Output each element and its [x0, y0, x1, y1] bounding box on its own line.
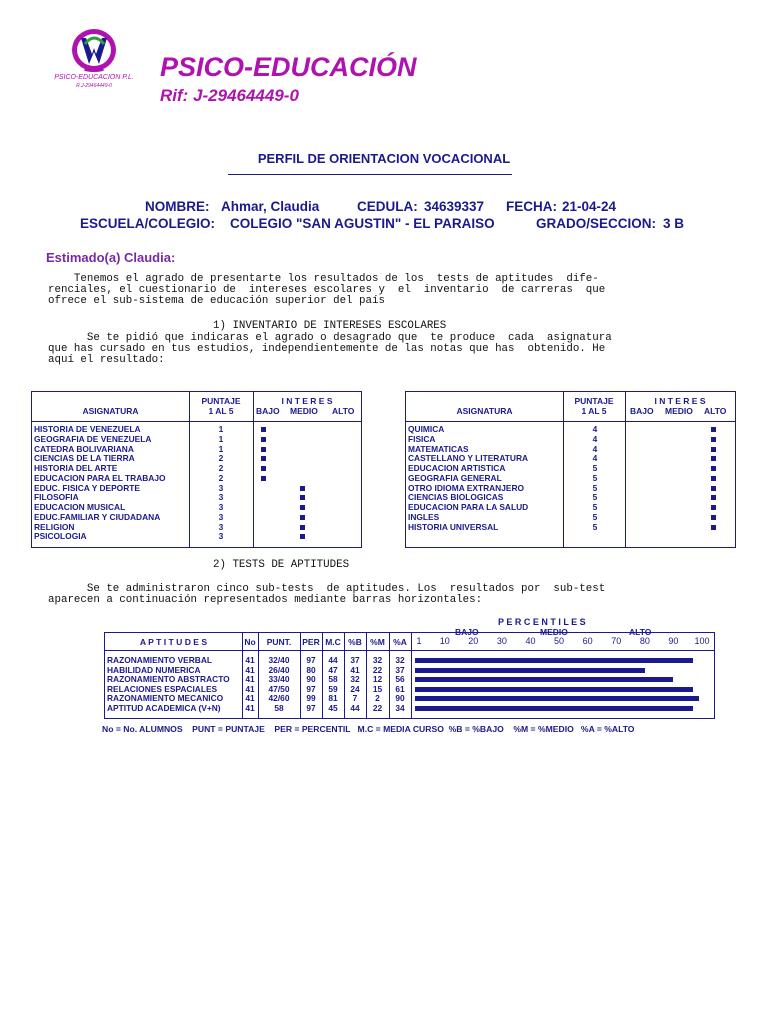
subject-score: 2 — [218, 463, 224, 473]
subject-name: EDUCACION ARTISTICA — [408, 463, 506, 473]
subject-score: 4 — [592, 443, 598, 454]
aptitude-punt: 26/40 — [268, 664, 290, 675]
aptitude-name: RAZONAMIENTO VERBAL — [107, 655, 212, 665]
subject-score: 2 — [218, 472, 224, 483]
aptitude-no: 41 — [245, 655, 255, 665]
interest-marker-alto — [711, 456, 716, 461]
section2-title: 2) TESTS DE APTITUDES — [213, 559, 350, 571]
aptitude-pa: 61 — [395, 683, 405, 694]
percentile-bar — [415, 668, 645, 673]
subject-score: 3 — [218, 531, 224, 542]
aptitude-pm: 32 — [372, 655, 383, 665]
col-punt: PUNT. — [266, 637, 292, 647]
col-alto: ALTO — [704, 406, 727, 416]
col-bajo: BAJO — [256, 406, 280, 416]
grado-label: GRADO/SECCION: — [536, 216, 657, 231]
percentile-bar — [415, 687, 693, 692]
interest-marker-bajo — [261, 437, 266, 442]
aptitude-no: 41 — [245, 683, 255, 694]
col-puntaje: PUNTAJE — [201, 396, 241, 406]
subject-name: EDUCACION PARA LA SALUD — [408, 502, 529, 512]
fecha-value: 21-04-24 — [562, 199, 617, 214]
col-per: PER — [302, 637, 320, 647]
subject-name: EDUC. FISICA Y DEPORTE — [34, 482, 140, 493]
percentile-scale-label: 10 — [439, 636, 450, 646]
subject-name: MATEMATICAS — [408, 443, 469, 454]
subject-name: HISTORIA DE VENEZUELA — [34, 424, 141, 434]
aptitude-name: RAZONAMIENTO ABSTRACTO — [107, 674, 230, 685]
interest-marker-medio — [300, 495, 305, 500]
document-title: PERFIL DE ORIENTACION VOCACIONAL — [257, 151, 511, 166]
subject-name: QUIMICA — [408, 424, 445, 434]
subject-score: 4 — [592, 424, 598, 434]
aptitude-mc: 47 — [328, 664, 338, 675]
percentile-scale-label: 80 — [639, 636, 650, 646]
aptitude-name: RAZONAMIENTO MECANICO — [107, 693, 224, 704]
col-puntaje: PUNTAJE — [574, 396, 614, 406]
col-asignatura: ASIGNATURA — [456, 406, 513, 416]
subject-name: CIENCIAS DE LA TIERRA — [34, 453, 135, 464]
subject-name: CASTELLANO Y LITERATURA — [408, 453, 529, 464]
interest-marker-alto — [711, 476, 716, 481]
interest-marker-bajo — [261, 427, 266, 432]
interest-marker-alto — [711, 495, 716, 500]
percentile-scale-label: 100 — [694, 636, 710, 646]
subject-name: HISTORIA DEL ARTE — [34, 463, 118, 473]
aptitude-no: 41 — [245, 693, 255, 704]
section1-paragraph: Se te pidió que indicaras el agrado o desagrado que te produce cada asignatura que has cursado en tus estudios, independientemente de las notas que has obtenido. He aquí el resultado: — [48, 332, 612, 366]
subject-score: 3 — [218, 482, 224, 493]
nombre-label: NOMBRE: — [145, 199, 210, 214]
subject-score: 1 — [218, 424, 224, 434]
col-rango: 1 AL 5 — [208, 406, 234, 416]
col-mc: M.C — [325, 637, 341, 647]
aptitude-name: HABILIDAD NUMERICA — [107, 664, 201, 675]
subject-name: HISTORIA UNIVERSAL — [408, 521, 499, 532]
subject-name: EDUCACION PARA EL TRABAJO — [34, 472, 166, 483]
interest-marker-alto — [711, 525, 716, 530]
interest-marker-medio — [300, 515, 305, 520]
logo-subcaption: R.J-29464449-0 — [76, 83, 112, 89]
interest-marker-alto — [711, 515, 716, 520]
interest-marker-alto — [711, 437, 716, 442]
percentile-scale-label: 40 — [525, 636, 536, 646]
percentile-bar — [415, 677, 673, 682]
subject-score: 5 — [592, 502, 598, 512]
subject-name: CATEDRA BOLIVARIANA — [34, 443, 134, 454]
aptitude-pb: 7 — [352, 693, 358, 704]
subject-score: 2 — [218, 453, 224, 464]
percentile-scale-label: 70 — [611, 636, 622, 646]
escuela-label: ESCUELA/COLEGIO: — [80, 216, 216, 231]
brand-rif: Rif: J-29464449-0 — [160, 86, 299, 105]
subject-score: 5 — [592, 463, 598, 473]
subject-name: EDUCACION MUSICAL — [34, 502, 126, 512]
percentiles-heading: P E R C E N T I L E S — [498, 617, 586, 627]
abbreviation-legend: No = No. ALUMNOS PUNT = PUNTAJE PER = PERCENTIL M.C = MEDIA CURSO %B = %BAJO %M = %MEDIO %A = %ALTO — [102, 724, 635, 734]
percentile-scale-label: 50 — [554, 636, 565, 646]
aptitude-pa: 32 — [395, 655, 405, 665]
subject-score: 4 — [592, 453, 598, 464]
aptitude-mc: 58 — [328, 674, 338, 685]
interest-table-left — [31, 391, 362, 548]
subject-score: 3 — [218, 492, 224, 503]
escuela-value: COLEGIO "SAN AGUSTIN" - EL PARAISO — [230, 216, 495, 231]
subject-score: 5 — [592, 482, 598, 493]
percentile-scale-label: 1 — [416, 636, 422, 646]
aptitude-no: 41 — [245, 703, 255, 713]
interest-marker-alto — [711, 486, 716, 491]
subject-name: PSICOLOGIA — [34, 531, 87, 542]
interest-marker-bajo — [261, 466, 266, 471]
aptitude-punt: 47/50 — [268, 683, 290, 694]
percentile-bar — [415, 706, 693, 711]
subject-score: 5 — [592, 511, 598, 522]
percentile-alto: ALTO — [629, 627, 652, 637]
aptitude-pb: 44 — [350, 703, 360, 713]
grado-value: 3 B — [663, 216, 685, 231]
percentile-bar — [415, 658, 693, 663]
subject-name: GEOGRAFIA GENERAL — [408, 472, 502, 483]
subject-name: FISICA — [408, 433, 436, 444]
section1-title: 1) INVENTARIO DE INTERESES ESCOLARES — [213, 320, 447, 332]
aptitude-pa: 37 — [395, 664, 405, 675]
greeting: Estimado(a) Claudia: — [46, 250, 176, 265]
interest-marker-medio — [300, 534, 305, 539]
section2-paragraph: Se te administraron cinco sub-tests de aptitudes. Los resultados por sub-test aparecen a continuación representados mediante barras horizontales: — [48, 583, 606, 606]
aptitude-pm: 2 — [375, 693, 380, 704]
logo-caption: PSICO-EDUCACION P.L. — [54, 74, 134, 81]
title-underline — [228, 174, 512, 175]
interest-marker-bajo — [261, 456, 266, 461]
subject-score: 1 — [218, 443, 224, 454]
aptitude-name: RELACIONES ESPACIALES — [107, 683, 218, 694]
percentile-bajo: BAJO — [455, 627, 479, 637]
aptitude-name: APTITUD ACADEMICA (V+N) — [107, 703, 221, 713]
col-no: No — [244, 637, 256, 647]
aptitude-pa: 34 — [395, 703, 405, 713]
aptitude-pm: 22 — [372, 703, 383, 713]
subject-score: 3 — [218, 511, 224, 522]
subject-name: OTRO IDIOMA EXTRANJERO — [408, 482, 525, 493]
interest-marker-alto — [711, 427, 716, 432]
aptitude-punt: 58 — [274, 703, 284, 713]
aptitude-per: 80 — [306, 664, 316, 675]
interest-marker-medio — [300, 505, 305, 510]
subject-name: EDUC.FAMILIAR Y CIUDADANA — [34, 511, 161, 522]
aptitude-pa: 90 — [395, 693, 405, 704]
percentile-scale-label: 30 — [496, 636, 507, 646]
brand-title: PSICO-EDUCACIÓN — [160, 52, 417, 82]
aptitude-pm: 12 — [372, 674, 383, 685]
aptitude-mc: 59 — [328, 683, 338, 694]
interest-marker-medio — [300, 486, 305, 491]
aptitude-no: 41 — [245, 664, 255, 675]
aptitude-pb: 32 — [350, 674, 360, 685]
aptitude-pb: 24 — [350, 683, 360, 694]
subject-score: 5 — [592, 521, 598, 532]
percentile-medio: MEDIO — [540, 627, 568, 637]
subject-name: FILOSOFIA — [34, 492, 79, 503]
aptitude-mc: 81 — [328, 693, 338, 704]
aptitude-per: 99 — [306, 693, 316, 704]
aptitude-per: 97 — [306, 655, 316, 665]
company-logo — [48, 24, 140, 92]
subject-score: 4 — [592, 433, 598, 444]
aptitude-per: 97 — [306, 703, 316, 713]
aptitude-pb: 41 — [350, 664, 360, 675]
aptitude-per: 97 — [306, 683, 316, 694]
subject-name: RELIGION — [34, 521, 75, 532]
percentile-scale-label: 60 — [582, 636, 593, 646]
aptitude-pb: 37 — [350, 655, 360, 665]
interest-marker-alto — [711, 466, 716, 471]
interest-marker-alto — [711, 447, 716, 452]
col-interes: I N T E R E S — [281, 396, 333, 406]
aptitude-pm: 22 — [372, 664, 383, 675]
interest-marker-alto — [711, 505, 716, 510]
subject-name: INGLES — [408, 511, 440, 522]
subject-name: CIENCIAS BIOLOGICAS — [408, 492, 504, 503]
subject-name: GEOGRAFIA DE VENEZUELA — [34, 433, 152, 444]
col-asignatura: ASIGNATURA — [82, 406, 139, 416]
cedula-label: CEDULA: — [357, 199, 418, 214]
aptitude-punt: 32/40 — [268, 655, 290, 665]
subject-score: 3 — [218, 502, 224, 512]
percentile-bar — [415, 696, 699, 701]
aptitude-per: 90 — [306, 674, 316, 685]
col-medio: MEDIO — [290, 406, 318, 416]
aptitude-pa: 56 — [395, 674, 405, 685]
percentile-scale-label: 20 — [468, 636, 479, 646]
fecha-label: FECHA: — [506, 199, 557, 214]
aptitude-mc: 44 — [328, 655, 338, 665]
col-bajo: BAJO — [630, 406, 654, 416]
col-medio: MEDIO — [665, 406, 693, 416]
interest-marker-medio — [300, 525, 305, 530]
col-pb: %B — [348, 637, 362, 647]
col-interes: I N T E R E S — [654, 396, 706, 406]
col-pm: %M — [370, 637, 385, 647]
col-aptitudes: A P T I T U D E S — [139, 637, 208, 647]
cedula-value: 34639337 — [424, 199, 485, 214]
interest-marker-bajo — [261, 476, 266, 481]
aptitude-punt: 33/40 — [268, 674, 290, 685]
subject-score: 5 — [592, 472, 598, 483]
interest-marker-bajo — [261, 447, 266, 452]
aptitude-pm: 15 — [372, 683, 383, 694]
col-pa: %A — [393, 637, 407, 647]
percentile-scale-label: 90 — [668, 636, 679, 646]
aptitude-punt: 42/60 — [268, 693, 290, 704]
col-rango: 1 AL 5 — [581, 406, 607, 416]
aptitude-no: 41 — [245, 674, 255, 685]
nombre-value: Ahmar, Claudia — [221, 199, 320, 214]
col-alto: ALTO — [332, 406, 355, 416]
aptitude-mc: 45 — [328, 703, 338, 713]
intro-paragraph: Tenemos el agrado de presentarte los resultados de los tests de aptitudes dife- renciales, el cuestionario de intereses escolares y el inventario de carreras que ofrece el sub-sistema de educación superior del país — [48, 273, 606, 307]
subject-score: 3 — [218, 521, 224, 532]
subject-score: 5 — [592, 492, 598, 503]
subject-score: 1 — [218, 433, 224, 444]
aptitude-table — [104, 632, 715, 719]
interest-table-right — [405, 391, 736, 548]
